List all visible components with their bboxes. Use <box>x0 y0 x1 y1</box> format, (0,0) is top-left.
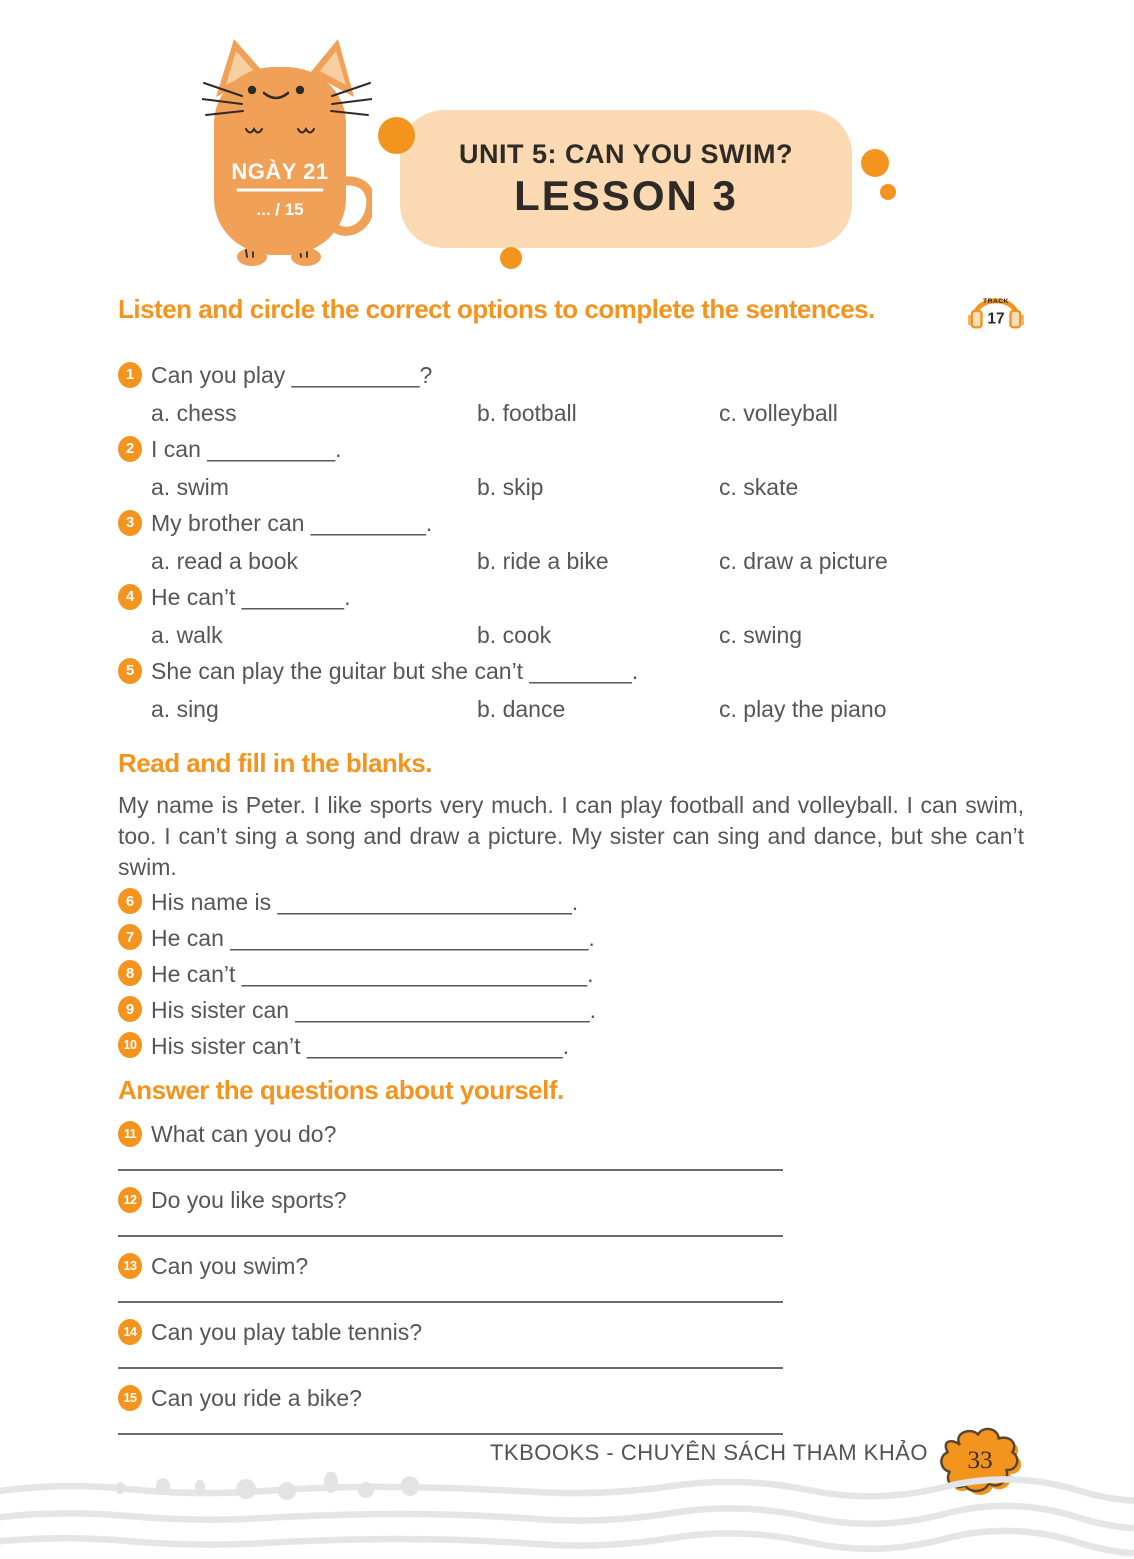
options-row-2 <box>118 472 1024 502</box>
question-12 <box>118 1185 1024 1215</box>
question-number-badge: 11 <box>118 1121 142 1147</box>
question-3 <box>118 508 1024 538</box>
question-11 <box>118 1119 1024 1149</box>
question-9 <box>118 994 1024 1027</box>
question-text: She can play the guitar but she can’t ________. <box>151 658 639 684</box>
option-2a[interactable]: a. swim <box>151 474 229 500</box>
answer-line-13[interactable] <box>118 1301 783 1303</box>
page-number: 33 <box>967 1445 993 1474</box>
answer-rows <box>118 1119 1024 1435</box>
option-5a[interactable]: a. sing <box>151 696 219 722</box>
question-text: Can you play table tennis? <box>151 1319 423 1345</box>
options-row-3 <box>118 546 1024 576</box>
track-number: 17 <box>987 310 1005 328</box>
option-1c[interactable]: c. volleyball <box>719 400 838 426</box>
day-label: NGÀY 21 <box>231 159 329 184</box>
question-text: My brother can _________. <box>151 510 433 536</box>
question-number-badge: 5 <box>118 658 142 684</box>
option-1b[interactable]: b. football <box>477 400 577 426</box>
question-number-badge: 1 <box>118 362 142 388</box>
track-headphones-icon <box>968 286 1024 332</box>
option-5c[interactable]: c. play the piano <box>719 696 887 722</box>
question-7 <box>118 922 1024 955</box>
decor-dot-icon <box>378 117 415 154</box>
option-4c[interactable]: c. swing <box>719 622 803 648</box>
question-number-badge: 8 <box>118 960 142 986</box>
worksheet-body <box>118 286 1024 1435</box>
question-number-badge: 3 <box>118 510 142 536</box>
answer-line-14[interactable] <box>118 1367 783 1369</box>
option-5b[interactable]: b. dance <box>477 696 566 722</box>
question-text[interactable]: He can’t ___________________________. <box>151 961 594 987</box>
section-listen-heading: Listen and circle the correct options to complete the sentences. <box>118 294 875 324</box>
unit-title: UNIT 5: CAN YOU SWIM? <box>459 138 793 169</box>
question-text: He can’t ________. <box>151 584 351 610</box>
question-text[interactable]: His sister can’t ____________________. <box>151 1033 570 1059</box>
question-number-badge: 4 <box>118 584 142 610</box>
question-text[interactable]: His sister can _______________________. <box>151 997 597 1023</box>
decor-dot-icon <box>500 247 522 269</box>
question-4 <box>118 582 1024 612</box>
option-3b[interactable]: b. ride a bike <box>477 548 609 574</box>
section-read-heading: Read and fill in the blanks. <box>118 748 432 778</box>
question-text: What can you do? <box>151 1121 337 1147</box>
option-2c[interactable]: c. skate <box>719 474 799 500</box>
question-number-badge: 12 <box>118 1187 142 1213</box>
question-text: I can __________. <box>151 436 342 462</box>
question-number-badge: 13 <box>118 1253 142 1279</box>
question-number-badge: 9 <box>118 996 142 1022</box>
decor-dot-icon <box>880 184 896 200</box>
answer-line-15[interactable] <box>118 1433 783 1435</box>
section-answer-heading: Answer the questions about yourself. <box>118 1075 564 1105</box>
option-4a[interactable]: a. walk <box>151 622 223 648</box>
question-number-badge: 6 <box>118 888 142 914</box>
bottom-waves-decoration <box>0 1472 1134 1559</box>
question-1 <box>118 360 1024 390</box>
question-text: Can you swim? <box>151 1253 309 1279</box>
answer-line-11[interactable] <box>118 1169 783 1171</box>
question-6 <box>118 886 1024 919</box>
publisher-label: TKBOOKS - CHUYÊN SÁCH THAM KHẢO <box>489 1440 928 1465</box>
question-text: Do you like sports? <box>151 1187 347 1213</box>
question-8 <box>118 958 1024 991</box>
option-2b[interactable]: b. skip <box>477 474 544 500</box>
question-15 <box>118 1383 1024 1413</box>
option-1a[interactable]: a. chess <box>151 400 237 426</box>
question-text: Can you play __________? <box>151 362 433 388</box>
question-10 <box>118 1030 1024 1063</box>
question-number-badge: 14 <box>118 1319 142 1345</box>
option-3c[interactable]: c. draw a picture <box>719 548 888 574</box>
reading-passage: My name is Peter. I like sports very much. I can play football and volleyball. I can swim, too. I can’t sing a song and draw a picture. My sister can sing and dance, but she can’t swim. <box>118 792 1024 880</box>
lesson-title: LESSON 3 <box>514 171 738 219</box>
fill-in-rows <box>118 886 1024 1063</box>
section-listen-heading-row <box>118 286 1024 332</box>
question-number-badge: 15 <box>118 1385 142 1411</box>
lesson-banner <box>400 110 852 248</box>
options-row-1 <box>118 398 1024 428</box>
options-row-4 <box>118 620 1024 650</box>
options-row-5 <box>118 694 1024 724</box>
question-text[interactable]: He can ____________________________. <box>151 925 595 951</box>
cat-mascot-icon <box>202 33 372 268</box>
track-label: TRACK <box>982 298 1010 306</box>
question-5 <box>118 656 1024 686</box>
answer-line-12[interactable] <box>118 1235 783 1237</box>
question-14 <box>118 1317 1024 1347</box>
question-number-badge: 10 <box>118 1032 142 1058</box>
option-3a[interactable]: a. read a book <box>151 548 299 574</box>
question-number-badge: 2 <box>118 436 142 462</box>
question-text[interactable]: His name is _______________________. <box>151 889 579 915</box>
question-number-badge: 7 <box>118 924 142 950</box>
question-text: Can you ride a bike? <box>151 1385 362 1411</box>
question-2 <box>118 434 1024 464</box>
question-13 <box>118 1251 1024 1281</box>
decor-dot-icon <box>861 149 889 177</box>
score-label: ... / 15 <box>256 200 304 219</box>
option-4b[interactable]: b. cook <box>477 622 552 648</box>
